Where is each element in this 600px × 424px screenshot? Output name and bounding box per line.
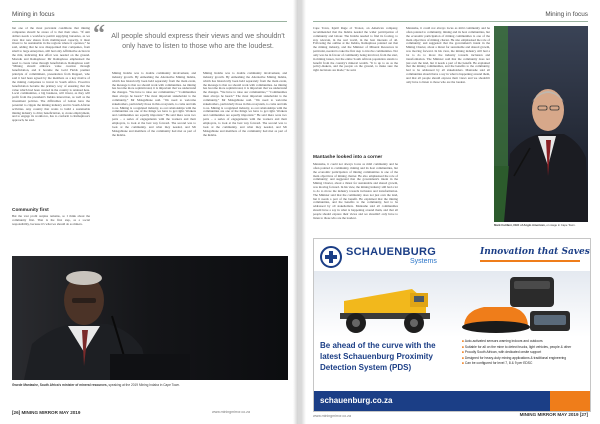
speaker-photo-image <box>12 256 288 380</box>
article-column-2: Mantashe, it could not always focus as mild community and he often pointed to community, mining and its host communities, but the economic participation of mining communities is one of the main objectives of mining charter. He also emphasised the role of community; and suggested that the government's intent in the Mining Charter, about a thrust for sustainable and shared growth, was moving forward. In his view, the mining industry still had a lot to do to move the industry towards inclusion and transformation. The Minister said that the community does not just own the land, but it needs a part of the benefit. He explained that the mining communities, and the benefits to the community, had to be addressed by all stakeholders. Mantashe said all communities should have a say in what is happening around them, and that all people should express their views and we shouldn't only have to listen to those who are the loudest. <box>406 27 490 84</box>
header-rule <box>313 21 588 22</box>
schauenburg-advert[interactable] <box>313 238 591 412</box>
ceo-photo-svg <box>494 26 588 222</box>
page-footer-folio: MINING MIRROR MAY 2019 [27] <box>519 412 588 417</box>
ad-headline-1: Be ahead of the curve with the <box>320 341 436 350</box>
left-page <box>0 0 298 424</box>
page-header: Mining in focus <box>545 11 588 18</box>
ad-feature-list <box>462 339 584 367</box>
ad-url-accent <box>550 391 590 411</box>
article-column-2: Mining Indaba was to double community involvement, and industry growth. By enmeshing the Alternative Mining Indaba, which has historically been held separately from the main event, the message is that we should work with communities. As mining has become more sophisticated, it is important that we understand the changes. “We have to raise our communities,” “Communities must always be heard.” The most important stakeholder is the community,” Mr Mokgahlane said. “We need to welcome stakeholders, particularly those in this ecosystem, to come and talk to us. Mining is a regulated industry, so our relationships with the communities are one of the things we have to get right. Workers and communities are equally important.” He said there were two parts – a series of engagements with the workers and their employers, to look at the best way forward. The second was to look at the community, and what they needed, and Mr Mokgahlane and members of the community had met as part of the Indaba. <box>112 72 196 137</box>
ad-slogan-underline <box>480 260 580 262</box>
caption-rest: on stage in Cape Town. <box>545 223 576 227</box>
article-column-1b: Mantashe, it could not always focus as mild community and he often pointed to community, mining and its host communities, but the economic participation of mining communities is one of the main objectives of mining charter. He also emphasised the role of community; and suggested that the government's intent in the Mining Charter, about a thrust for sustainable and shared growth, was moving forward. In his view, the mining industry still had a lot to do to move the industry towards inclusion and transformation. The Minister said that the community does not just own the land, but it needs a part of the benefit. He explained that the mining communities, and the benefits to the community, had to be addressed by all stakeholders. Mantashe said all communities should have a say in what is happening around them, and that all people should express their views and we shouldn't only have to listen to those who are the loudest. <box>313 163 398 220</box>
header-rule <box>12 21 287 22</box>
caption-bold: Gwede Mantashe, South Africa's minister of mineral resources, <box>12 383 108 387</box>
subhead-mantashe: Mantashe looked into a corner <box>313 155 383 160</box>
ceo-photo-image <box>494 26 588 222</box>
ad-brand-sub: Systems <box>410 258 437 265</box>
caption-bold: Mark Cutifani, CEO of Anglo American, <box>494 223 546 227</box>
page-header: Mining in focus <box>12 11 55 18</box>
pull-quote: All people should express their views and we shouldn't only have to listen to those who are the loudest. <box>111 31 285 50</box>
ad-headline-3: Detection System (PDS) <box>320 363 412 372</box>
schauenburg-logo-icon <box>320 246 342 268</box>
ad-url[interactable]: schauenburg.co.za <box>320 396 393 405</box>
page-footer-url: www.miningmirror.co.za <box>212 410 250 414</box>
mining-truck-illustration <box>314 271 590 337</box>
ad-hero-image <box>314 271 590 337</box>
article-column-3: Mining Indaba was to double community involvement, and industry growth. By enmeshing the Alternative Mining Indaba, which has historically been held separately from the main event, the message is that we should work with communities. As mining has become more sophisticated, it is important that we understand the changes. “We have to raise our communities,” “Communities must always be heard.” The most important stakeholder is the community,” Mr Mokgahlane said. “We need to welcome stakeholders, particularly those in this ecosystem, to come and talk to us. Mining is a regulated industry, so our relationships with the communities are one of the things we have to get right. Workers and communities are equally important.” He said there were two parts – a series of engagements with the workers and their employers, to look at the best way forward. The second was to look at the community, and what they needed, and Mr Mokgahlane and members of the community had met as part of the Indaba. <box>203 72 287 137</box>
gutter-shadow <box>293 0 298 424</box>
caption-rest: speaking at the 2019 Mining Indaba in Cape Town. <box>107 383 181 387</box>
quote-mark-icon: “ <box>93 21 105 47</box>
ad-feature-item: ■ Proudly South African, with dedicated onsite support <box>462 350 542 355</box>
right-page <box>301 0 600 424</box>
subhead-community-first: Community first <box>12 208 49 213</box>
ad-logo <box>320 245 470 271</box>
photo-caption <box>494 224 588 227</box>
ad-feature-item: ■ Can be configured for level 7, 8 & 9 per EDSC <box>462 361 533 366</box>
article-column-1b: But the vast profit surplus remains, so I think about the community first. That is the first step, as a social responsibility, because it's what we should do as miners. <box>12 215 90 226</box>
ad-url-bar[interactable] <box>314 391 590 411</box>
article-column-1: but one of the most prevalent conditions that mining companies should be aware of is that their sizes. “If unit dollars needs a workforce permit supplying bursaries, as we view that new shares from multilayered capacity, it must invest to be sustainable in the regions where it operates,” he said, adding that he was disappointed that companies, from small to large enterprises, still had only Affirmative Action in the mix, indicating that effort was needed on the ground. Morudu and Ramaphosa: Mr Ramaphosa emphasised the need to create value through beneficiation. Ramaphosa said: “Mining should embrace value creation through beneficiation, and it became the Gold Fields premier principle of commitment, presentation from Ruppert, who said it had been agreed by the members as a key motive of the mining companies to invest in South Africa. Proactive beneficiation became the primary way of ensuring that the value which had been created in the country is retained here. Local communities, a big business, will invest, as they will profit from the president's Indaba interaction, as well as the investment policies. The difficulties of Gabon have the potential to cripple the mining industry and its South African activities. Any country that wants to build a sustainable mining industry to drive beneficiation, to create employment, and to engage its workforce, has to conform to Ramaphosa's approach, he said. <box>12 27 90 123</box>
ad-brand: SCHAUENBURG <box>346 246 437 258</box>
ad-headline-2: latest Schauenburg Proximity <box>320 352 433 361</box>
ad-feature-item: ■ Designed for heavy-duty mining applications & traditional engineering <box>462 355 567 360</box>
ad-headline <box>314 337 460 391</box>
page-footer-url: www.miningmirror.co.za <box>313 414 351 418</box>
page-footer-folio: [26] MINING MIRROR MAY 2019 <box>12 410 81 415</box>
ad-feature-item: ■ Auto-activated sensors warning indoors and outdoors <box>462 339 543 343</box>
gutter-shadow <box>301 0 306 424</box>
photo-caption <box>12 383 288 387</box>
ad-slogan: Innovation that Saves <box>480 247 590 257</box>
speaker-photo <box>12 256 288 380</box>
ad-feature-item: ■ Suitable for all on the mine to detect trucks, light vehicles, people & other <box>462 344 572 349</box>
article-column-1: Cape Town, Kjetil Ruge of Tronox, an American company, recommended that the Indaba needed the wider participation of community and labour. The Indaba needed to find its footing, to stay relevant, in the real world, in the best interests of all. Following the outline at the Indaba, Ramaphosa pointed out that the mining industry, and the Minister of Mineral Resources in particular, needed to take the first step to involve communities. Not only was he in favour of community being involved, from the start, in mining issues, but the entire South African population stands to benefit from the country's mineral wealth. “It is up to us as the policy-makers, and the people on the ground, to make sure the right decisions are made,” he said. <box>313 27 398 73</box>
